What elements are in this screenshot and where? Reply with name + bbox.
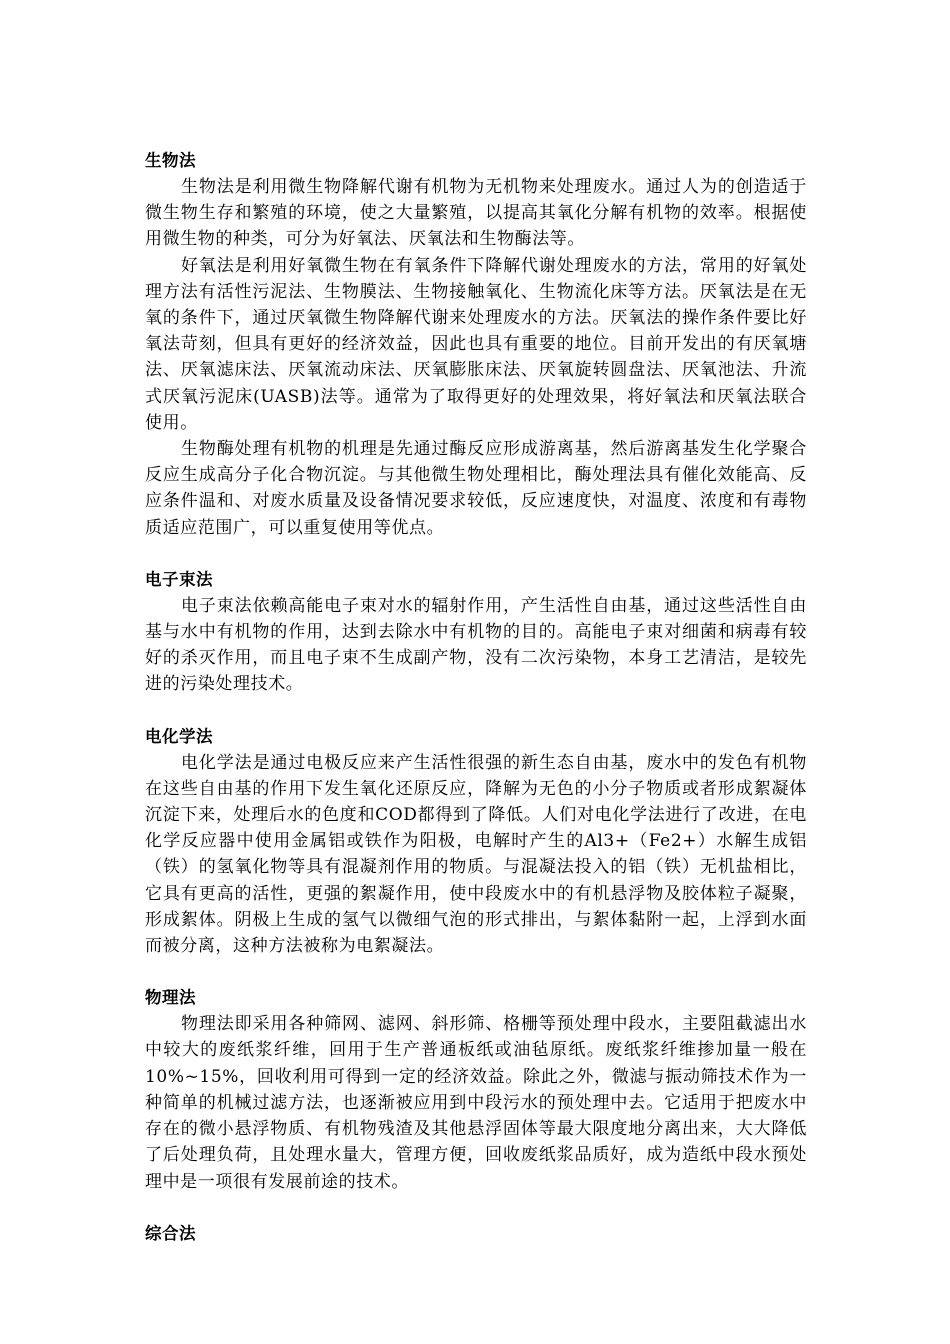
paragraph: 电化学法是通过电极反应来产生活性很强的新生态自由基，废水中的发色有机物在这些自由基的作用下发生氧化还原反应，降解为无色的小分子物质或者形成絮凝体沉淀下来，处理后水的色度和COD都得到了降低。人们对电化学法进行了改进，在电化学反应器中使用金属铝或铁作为阳极，电解时产生的Al3+（Fe2+）水解生成铝（铁）的氢氧化物等具有混凝剂作用的物质。与混凝法投入的铝（铁）无机盐相比，它具有更高的活性，更强的絮凝作用，使中段废水中的有机悬浮物及胶体粒子凝聚，形成絮体。阴极上生成的氢气以微细气泡的形式排出，与絮体黏附一起，上浮到水面而被分离，这种方法被称为电絮凝法。: [145, 752, 807, 957]
paragraph: 电子束法依赖高能电子束对水的辐射作用，产生活性自由基，通过这些活性自由基与水中有机物的作用，达到去除水中有机物的目的。高能电子束对细菌和病毒有较好的杀灭作用，而且电子束不生成副产物，没有二次污染物，本身工艺清洁，是较先进的污染处理技术。: [145, 595, 807, 695]
paragraph: 生物法是利用微生物降解代谢有机物为无机物来处理废水。通过人为的创造适于微生物生存和繁殖的环境，使之大量繁殖，以提高其氧化分解有机物的效率。根据使用微生物的种类，可分为好氧法、厌氧法和生物酶法等。: [145, 177, 807, 250]
section-heading: 物理法: [145, 988, 196, 1008]
section-physical: [145, 985, 807, 1194]
section-heading: 生物法: [145, 151, 196, 170]
section-electron-beam: [145, 567, 807, 698]
paragraph: 生物酶处理有机物的机理是先通过酶反应形成游离基，然后游离基发生化学聚合反应生成高分子化合物沉淀。与其他微生物处理相比，酶处理法具有催化效能高、反应条件温和、对废水质量及设备情况要求较低，反应速度快，对温度、浓度和有毒物质适应范围广，可以重复使用等优点。: [145, 439, 807, 538]
section-biological: [145, 148, 807, 541]
section-heading: 综合法: [145, 1223, 196, 1243]
document-page: [145, 148, 807, 1247]
section-combined: [145, 1221, 807, 1247]
paragraph: 物理法即采用各种筛网、滤网、斜形筛、格栅等预处理中段水，主要阻截滤出水中较大的废纸浆纤维，回用于生产普通板纸或油毡原纸。废纸浆纤维掺加量一般在10%~15%，回收利用可得到一定的经济效益。除此之外，微滤与振动筛技术作为一种简单的机械过滤方法，也逐渐被应用到中段污水的预处理中去。它适用于把废水中存在的微小悬浮物质、有机物残渣及其他悬浮固体等最大限度地分离出来，大大降低了后处理负荷，且处理水量大，管理方便，回收废纸浆品质好，成为造纸中段水预处理中是一项很有发展前途的技术。: [145, 1014, 807, 1192]
section-heading: 电化学法: [145, 726, 213, 746]
paragraph: 好氧法是利用好氧微生物在有氧条件下降解代谢处理废水的方法，常用的好氧处理方法有活性污泥法、生物膜法、生物接触氧化、生物流化床等方法。厌氧法是在无氧的条件下，通过厌氧微生物降解代谢来处理废水的方法。厌氧法的操作条件要比好氧法苛刻，但具有更好的经济效益，因此也具有重要的地位。目前开发出的有厌氧塘法、厌氧滤床法、厌氧流动床法、厌氧膨胀床法、厌氧旋转圆盘法、厌氧池法、升流式厌氧污泥床(UASB)法等。通常为了取得更好的处理效果，将好氧法和厌氧法联合使用。: [145, 255, 807, 433]
section-electrochemical: [145, 724, 807, 960]
section-heading: 电子束法: [145, 569, 213, 589]
